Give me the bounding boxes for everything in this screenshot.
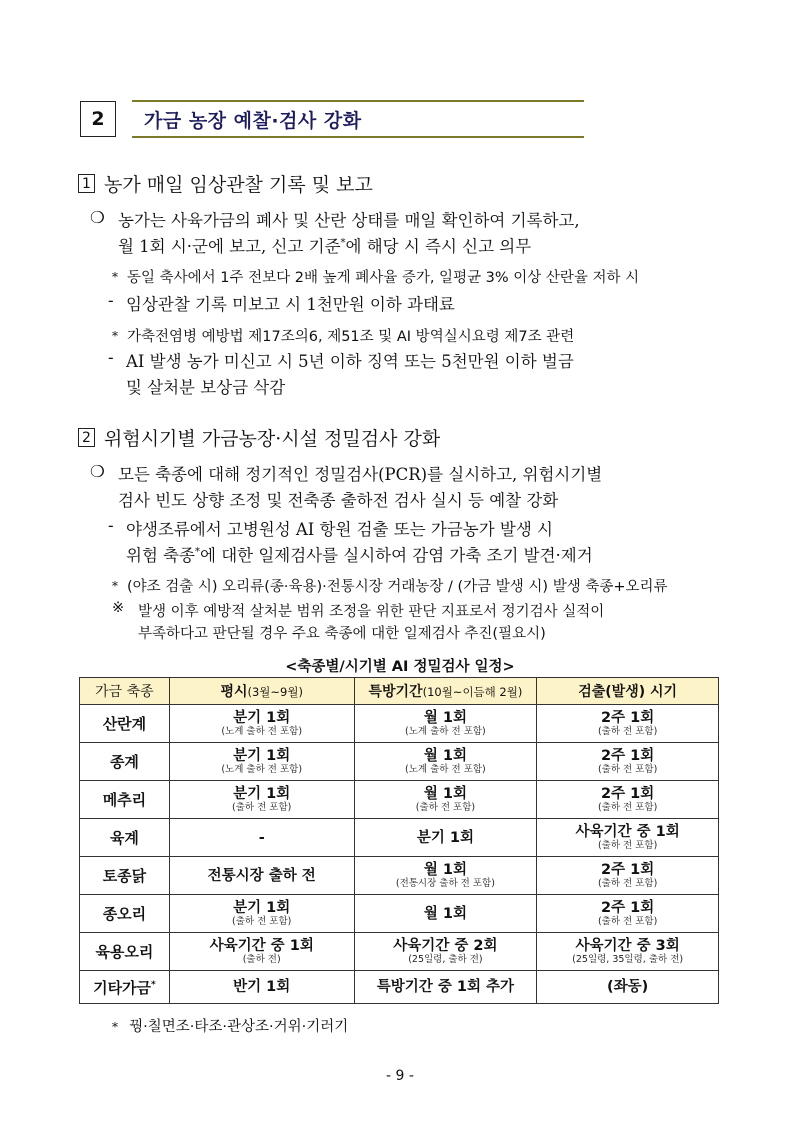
cell-normal bbox=[169, 971, 354, 1004]
cell-detect bbox=[537, 743, 719, 781]
cell-value: 사육기간 중 1회 bbox=[575, 824, 680, 840]
header-text: 평시 bbox=[220, 684, 248, 700]
cell-special bbox=[354, 705, 537, 743]
cell-special bbox=[354, 933, 537, 971]
cell-detect bbox=[537, 819, 719, 857]
cell-value: 분기 1회 bbox=[416, 829, 474, 846]
cell-special bbox=[354, 895, 537, 933]
cell-value: 사육기간 중 2회 bbox=[393, 938, 498, 954]
subheading-2 bbox=[78, 424, 440, 451]
cell-special bbox=[354, 743, 537, 781]
cell-detect bbox=[537, 857, 719, 895]
text-segment: 에 대한 일제검사를 실시하여 감염 가축 조기 발견·제거 bbox=[200, 546, 593, 565]
cell-kind: 산란계 bbox=[80, 705, 170, 743]
paragraph-line: 검사 빈도 상향 조정 및 전축종 출하전 검사 실시 등 예찰 강화 bbox=[118, 491, 559, 510]
cell-note: (출하 전 포함) bbox=[415, 802, 476, 813]
subheading-text: 위험시기별 가금농장·시설 정밀검사 강화 bbox=[104, 428, 441, 450]
cell-detect bbox=[537, 705, 719, 743]
cell-normal bbox=[169, 895, 354, 933]
cell-note: (노계 출하 전 포함) bbox=[405, 764, 486, 775]
cell-special bbox=[354, 857, 537, 895]
header-subtext: (10월~이듬해 2월) bbox=[422, 685, 523, 699]
cell-kind: 종오리 bbox=[80, 895, 170, 933]
circle-bullet-icon: ❍ bbox=[90, 208, 105, 227]
cell-value: 분기 1회 bbox=[233, 710, 291, 726]
section-number: 2 bbox=[80, 101, 116, 137]
text-segment: 에 해당 시 즉시 신고 의무 bbox=[345, 237, 532, 256]
cell-value: 사육기간 중 1회 bbox=[209, 938, 314, 954]
paragraph-line: 모든 축종에 대해 정기적인 정밀검사(PCR)를 실시하고, 위험시기별 bbox=[118, 465, 603, 484]
footnote-mark: * bbox=[151, 979, 156, 990]
cell-value: 월 1회 bbox=[423, 905, 467, 922]
header-kind: 가금 축종 bbox=[80, 678, 170, 705]
cell-note: (출하 전 포함) bbox=[597, 840, 658, 851]
reference-line: 부족하다고 판단될 경우 주요 축종에 대한 일제검사 추진(필요시) bbox=[138, 626, 546, 642]
cell-note: (출하 전 포함) bbox=[597, 764, 658, 775]
cell-note: (25일령, 35일령, 출하 전) bbox=[572, 954, 684, 965]
dash-item: 야생조류에서 고병원성 AI 항원 검출 또는 가금농가 발생 시 bbox=[126, 520, 553, 539]
cell-note: (출하 전 포함) bbox=[597, 726, 658, 737]
cell-value: 월 1회 bbox=[423, 786, 467, 802]
schedule-table bbox=[79, 677, 719, 1004]
cell-detect bbox=[537, 933, 719, 971]
cell-kind: 육계 bbox=[80, 819, 170, 857]
cell-special bbox=[354, 819, 537, 857]
subheading-text: 농가 매일 임상관찰 기록 및 보고 bbox=[104, 174, 373, 196]
cell-normal bbox=[169, 781, 354, 819]
cell-normal bbox=[169, 705, 354, 743]
dash-item: 임상관찰 기록 미보고 시 1천만원 이하 과태료 bbox=[126, 295, 455, 314]
header-special bbox=[354, 678, 537, 705]
footnote-star: * bbox=[112, 270, 118, 284]
header-detect: 검출(발생) 시기 bbox=[537, 678, 719, 705]
header-normal bbox=[169, 678, 354, 705]
cell-note: (출하 전) bbox=[242, 954, 281, 965]
cell-note: (출하 전 포함) bbox=[597, 916, 658, 927]
cell-value: 사육기간 중 3회 bbox=[575, 938, 680, 954]
footnote-mark: * bbox=[340, 237, 346, 249]
cell-normal bbox=[169, 933, 354, 971]
cell-note: (출하 전 포함) bbox=[232, 916, 292, 927]
footnote-star: * bbox=[112, 1020, 118, 1034]
table-row bbox=[80, 705, 719, 743]
reference-mark: ※ bbox=[112, 600, 125, 616]
cell-kind: 메추리 bbox=[80, 781, 170, 819]
header-subtext: (3월~9월) bbox=[247, 685, 303, 699]
table-row bbox=[80, 895, 719, 933]
cell-detect bbox=[537, 781, 719, 819]
cell-note: (출하 전 포함) bbox=[232, 802, 292, 813]
table-row bbox=[80, 743, 719, 781]
dash-mark: - bbox=[108, 516, 114, 535]
header-text: 특방기간 bbox=[368, 684, 423, 700]
cell-value: (좌동) bbox=[606, 979, 649, 995]
cell-normal bbox=[169, 857, 354, 895]
footnote-star: * bbox=[112, 329, 118, 343]
table-caption: <축종별/시기별 AI 정밀검사 일정> bbox=[285, 659, 515, 675]
table-row bbox=[80, 971, 719, 1004]
cell-normal bbox=[169, 819, 354, 857]
cell-value: - bbox=[258, 829, 265, 846]
cell-kind: 육용오리 bbox=[80, 933, 170, 971]
cell-value: 2주 1회 bbox=[601, 862, 655, 878]
text-segment: 위험 축종 bbox=[126, 546, 196, 565]
dash-mark: - bbox=[108, 291, 114, 310]
cell-special bbox=[354, 971, 537, 1004]
cell-kind: 기타가금* bbox=[80, 971, 170, 1004]
cell-note: (노계 출하 전 포함) bbox=[221, 764, 303, 775]
cell-value: 월 1회 bbox=[423, 710, 467, 726]
dash-item: AI 발생 농가 미신고 시 5년 이하 징역 또는 5천만원 이하 벌금 bbox=[126, 352, 574, 371]
cell-kind: 토종닭 bbox=[80, 857, 170, 895]
cell-special bbox=[354, 781, 537, 819]
footnote-mark: * bbox=[195, 546, 201, 558]
table-row bbox=[80, 819, 719, 857]
cell-detect bbox=[537, 895, 719, 933]
cell-value: 분기 1회 bbox=[233, 786, 291, 802]
table-footnote bbox=[112, 1015, 348, 1036]
cell-value: 월 1회 bbox=[423, 862, 467, 878]
note-line: (야조 검출 시) 오리류(종·육용)·전통시장 거래농장 / (가금 발생 시) 발생 축종+오리류 bbox=[127, 579, 668, 595]
footnote-text: 꿩·칠면조·타조·관상조·거위·기러기 bbox=[129, 1019, 349, 1035]
table-row bbox=[80, 933, 719, 971]
cell-note: (25일령, 출하 전) bbox=[408, 954, 483, 965]
cell-value: 특방기간 중 1회 추가 bbox=[376, 979, 515, 995]
subheading-1 bbox=[78, 170, 373, 197]
footnote-star: * bbox=[112, 579, 118, 593]
cell-note: (전통시장 출하 전 포함) bbox=[395, 878, 495, 889]
cell-note: (출하 전 포함) bbox=[597, 878, 658, 889]
cell-note: (출하 전 포함) bbox=[597, 802, 658, 813]
cell-value: 분기 1회 bbox=[233, 900, 291, 916]
cell-value: 2주 1회 bbox=[601, 748, 655, 764]
table-header-row bbox=[80, 678, 719, 705]
dash-item-continued bbox=[126, 542, 593, 566]
note-line: 가축전염병 예방법 제17조의6, 제51조 및 AI 방역실시요령 제7조 관련 bbox=[127, 329, 575, 345]
cell-value: 2주 1회 bbox=[601, 786, 655, 802]
text-segment: 월 1회 시·군에 보고, 신고 기준 bbox=[118, 237, 341, 256]
table-row bbox=[80, 781, 719, 819]
circle-bullet-icon: ❍ bbox=[90, 462, 105, 481]
paragraph-line bbox=[118, 233, 531, 257]
cell-note: (노계 출하 전 포함) bbox=[405, 726, 486, 737]
dash-mark: - bbox=[108, 348, 114, 367]
cell-value: 월 1회 bbox=[423, 748, 467, 764]
cell-value: 전통시장 출하 전 bbox=[207, 867, 316, 884]
page-number: - 9 - bbox=[386, 1068, 414, 1084]
paragraph-line: 농가는 사육가금의 폐사 및 산란 상태를 매일 확인하여 기록하고, bbox=[118, 211, 580, 230]
cell-note: (노계 출하 전 포함) bbox=[221, 726, 303, 737]
section-title: 가금 농장 예찰·검사 강화 bbox=[132, 100, 584, 138]
cell-value: 반기 1회 bbox=[233, 979, 291, 995]
dash-item-continued: 및 살처분 보상금 삭감 bbox=[126, 378, 286, 397]
subheading-number: 2 bbox=[78, 428, 95, 447]
subheading-number: 1 bbox=[78, 174, 95, 193]
cell-kind: 종계 bbox=[80, 743, 170, 781]
table-row bbox=[80, 857, 719, 895]
cell-value: 2주 1회 bbox=[601, 710, 655, 726]
cell-value: 2주 1회 bbox=[601, 900, 655, 916]
cell-value: 분기 1회 bbox=[233, 748, 291, 764]
reference-line: 발생 이후 예방적 살처분 범위 조정을 위한 판단 지표로서 정기검사 실적이 bbox=[138, 604, 605, 620]
note-line: 동일 축사에서 1주 전보다 2배 높게 폐사율 증가, 일평균 3% 이상 산란율 저하 시 bbox=[127, 270, 640, 286]
cell-detect bbox=[537, 971, 719, 1004]
cell-normal bbox=[169, 743, 354, 781]
